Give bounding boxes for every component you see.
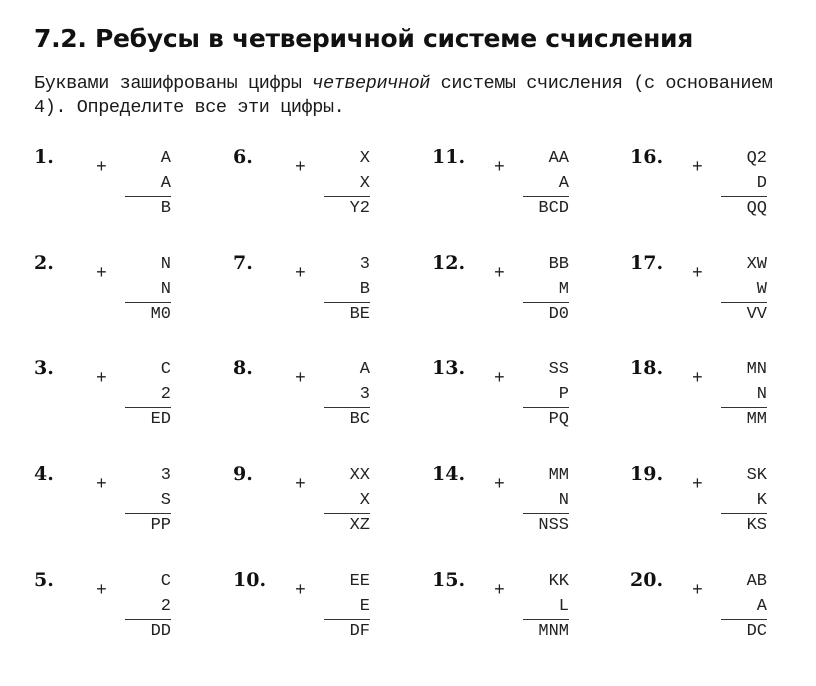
sum-result: DF — [349, 622, 370, 641]
plus-sign: + — [295, 158, 306, 178]
addend-top: 3 — [359, 255, 370, 274]
sum-result: VV — [746, 305, 767, 324]
addend-bottom: A — [111, 171, 171, 196]
puzzle-item — [34, 252, 224, 352]
addend-bottom: S — [111, 488, 171, 513]
puzzle-number: 11. — [432, 146, 466, 168]
puzzle-number: 15. — [432, 569, 466, 591]
plus-sign: + — [494, 369, 505, 389]
puzzle-number: 4. — [34, 463, 54, 485]
addend-top: N — [160, 255, 171, 274]
page-title: 7.2. Ребусы в четверичной системе счисления — [34, 24, 694, 53]
puzzle-item — [432, 146, 622, 246]
plus-sign: + — [96, 369, 107, 389]
puzzle-number: 7. — [233, 252, 253, 274]
puzzle-item — [432, 463, 622, 563]
addition-column — [707, 357, 767, 432]
addend-bottom: A — [509, 171, 569, 196]
addition-column — [509, 357, 569, 432]
addend-top: C — [160, 572, 171, 591]
sum-result: MNM — [538, 622, 569, 641]
addend-bottom: M — [509, 277, 569, 302]
sum-result: XZ — [349, 516, 370, 535]
plus-sign: + — [295, 264, 306, 284]
plus-sign: + — [692, 264, 703, 284]
sum-result: KS — [746, 516, 767, 535]
addend-top: EE — [349, 572, 370, 591]
puzzle-item — [34, 146, 224, 246]
plus-sign: + — [494, 581, 505, 601]
addend-top: A — [359, 360, 370, 379]
addend-bottom: L — [509, 594, 569, 619]
sum-result: Y2 — [349, 199, 370, 218]
addition-column — [707, 252, 767, 327]
sum-result: D0 — [548, 305, 569, 324]
puzzle-number: 3. — [34, 357, 54, 379]
addend-bottom: P — [509, 382, 569, 407]
addition-column — [111, 569, 171, 644]
puzzle-item — [432, 569, 622, 669]
puzzle-number: 6. — [233, 146, 253, 168]
addition-column — [707, 146, 767, 221]
puzzle-item — [233, 357, 423, 457]
puzzle-item — [432, 357, 622, 457]
sum-result: BC — [349, 410, 370, 429]
addend-top: 3 — [160, 466, 171, 485]
addition-column — [310, 569, 370, 644]
addition-column — [509, 252, 569, 327]
puzzle-number: 13. — [432, 357, 466, 379]
puzzle-number: 12. — [432, 252, 466, 274]
sum-result: QQ — [746, 199, 767, 218]
addend-top: C — [160, 360, 171, 379]
puzzle-item — [630, 463, 816, 563]
plus-sign: + — [494, 264, 505, 284]
plus-sign: + — [96, 158, 107, 178]
sum-result: DD — [150, 622, 171, 641]
addend-top: MN — [746, 360, 767, 379]
puzzle-number: 9. — [233, 463, 253, 485]
addend-bottom: X — [310, 171, 370, 196]
sum-result: PP — [150, 516, 171, 535]
addition-column — [111, 252, 171, 327]
sum-result: PQ — [548, 410, 569, 429]
addend-top: SS — [548, 360, 569, 379]
addend-bottom: 2 — [111, 382, 171, 407]
puzzle-number: 16. — [630, 146, 664, 168]
addend-top: KK — [548, 572, 569, 591]
puzzle-number: 5. — [34, 569, 54, 591]
puzzle-number: 18. — [630, 357, 664, 379]
puzzle-item — [233, 463, 423, 563]
plus-sign: + — [96, 581, 107, 601]
addend-bottom: B — [310, 277, 370, 302]
plus-sign: + — [692, 158, 703, 178]
puzzle-item — [34, 357, 224, 457]
puzzle-number: 8. — [233, 357, 253, 379]
plus-sign: + — [692, 369, 703, 389]
puzzle-number: 17. — [630, 252, 664, 274]
sum-result: BE — [349, 305, 370, 324]
addend-bottom: X — [310, 488, 370, 513]
plus-sign: + — [295, 475, 306, 495]
puzzle-number: 20. — [630, 569, 664, 591]
addition-column — [310, 252, 370, 327]
sum-result: B — [160, 199, 171, 218]
plus-sign: + — [494, 475, 505, 495]
sum-result: DC — [746, 622, 767, 641]
puzzle-item — [233, 569, 423, 669]
puzzle-number: 14. — [432, 463, 466, 485]
puzzle-item — [233, 146, 423, 246]
puzzle-item — [630, 252, 816, 352]
puzzle-number: 2. — [34, 252, 54, 274]
puzzle-item — [630, 357, 816, 457]
intro-emphasis: четверичной — [312, 73, 430, 94]
addend-bottom: N — [707, 382, 767, 407]
puzzle-item — [432, 252, 622, 352]
plus-sign: + — [295, 581, 306, 601]
addend-bottom: E — [310, 594, 370, 619]
puzzle-item — [630, 569, 816, 669]
puzzle-number: 10. — [233, 569, 267, 591]
addend-bottom: K — [707, 488, 767, 513]
addend-bottom: 2 — [111, 594, 171, 619]
addition-column — [310, 357, 370, 432]
addition-column — [509, 569, 569, 644]
addend-top: A — [160, 149, 171, 168]
puzzle-number: 1. — [34, 146, 54, 168]
puzzle-item — [630, 146, 816, 246]
plus-sign: + — [96, 264, 107, 284]
addend-bottom: W — [707, 277, 767, 302]
addend-top: XX — [349, 466, 370, 485]
addend-top: MM — [548, 466, 569, 485]
intro-text-after: системы счисления (с основанием 4). Определите все эти цифры. — [34, 73, 773, 118]
addition-column — [111, 146, 171, 221]
addition-column — [310, 146, 370, 221]
sum-result: NSS — [538, 516, 569, 535]
addend-bottom: A — [707, 594, 767, 619]
addend-top: SK — [746, 466, 767, 485]
plus-sign: + — [494, 158, 505, 178]
addition-column — [509, 146, 569, 221]
plus-sign: + — [295, 369, 306, 389]
addition-column — [707, 569, 767, 644]
plus-sign: + — [692, 581, 703, 601]
addend-top: Q2 — [746, 149, 767, 168]
puzzle-item — [34, 463, 224, 563]
intro-text-before: Буквами зашифрованы цифры — [34, 73, 313, 94]
addend-top: AB — [746, 572, 767, 591]
puzzle-item — [233, 252, 423, 352]
puzzle-item — [34, 569, 224, 669]
sum-result: BCD — [538, 199, 569, 218]
addend-bottom: D — [707, 171, 767, 196]
addend-top: XW — [746, 255, 767, 274]
addend-bottom: N — [509, 488, 569, 513]
addition-column — [707, 463, 767, 538]
addend-top: AA — [548, 149, 569, 168]
plus-sign: + — [96, 475, 107, 495]
addend-top: X — [359, 149, 370, 168]
sum-result: M0 — [150, 305, 171, 324]
addend-bottom: N — [111, 277, 171, 302]
addend-top: BB — [548, 255, 569, 274]
puzzle-number: 19. — [630, 463, 664, 485]
addition-column — [509, 463, 569, 538]
sum-result: MM — [746, 410, 767, 429]
sum-result: ED — [150, 410, 171, 429]
addition-column — [111, 357, 171, 432]
addition-column — [111, 463, 171, 538]
addition-column — [310, 463, 370, 538]
plus-sign: + — [692, 475, 703, 495]
addend-bottom: 3 — [310, 382, 370, 407]
